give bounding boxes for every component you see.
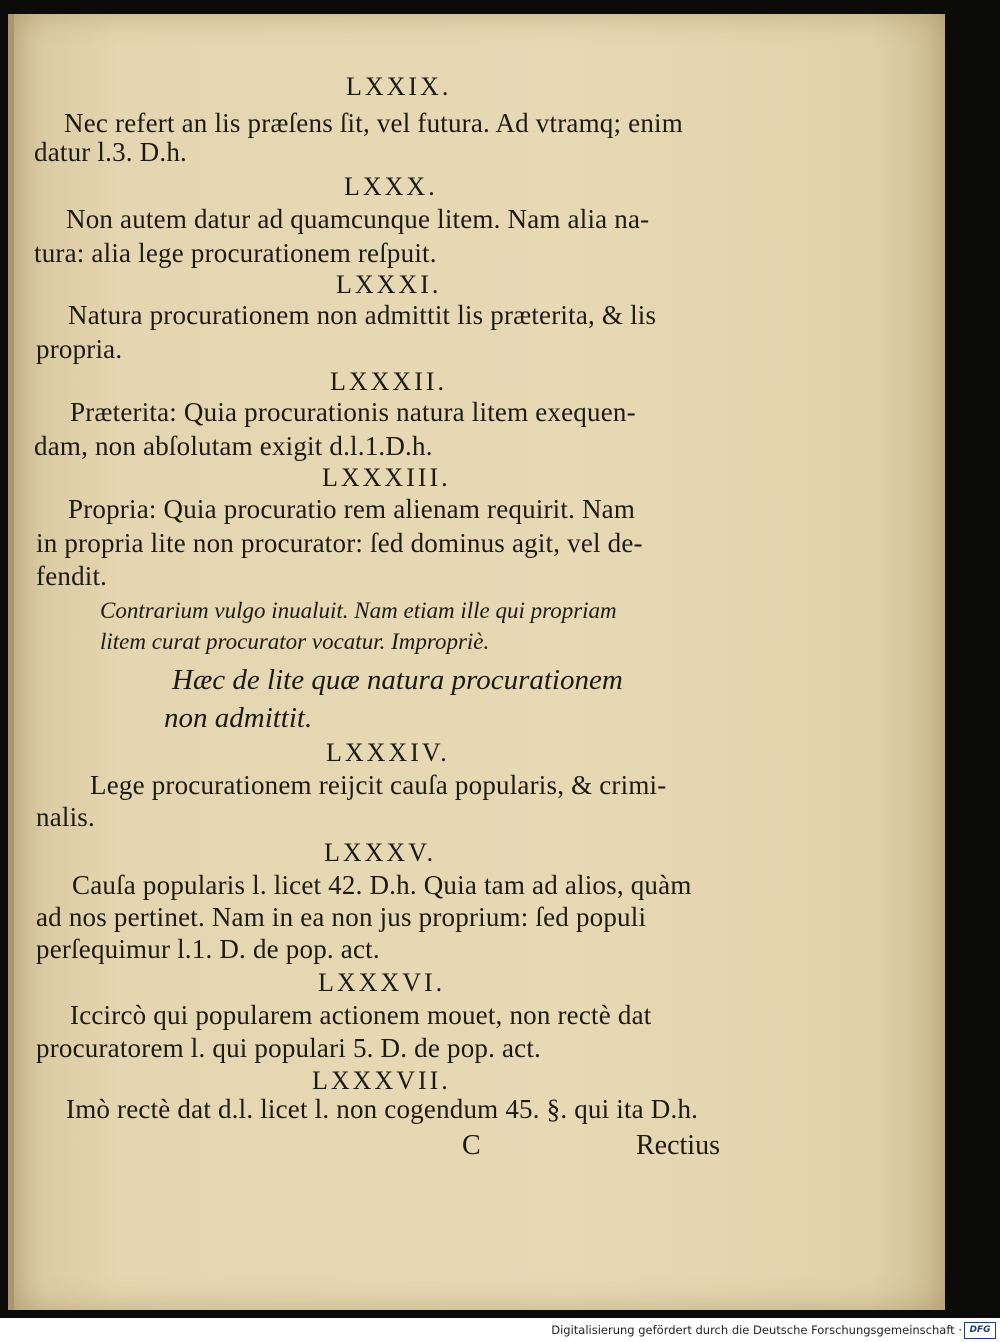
section-heading: LXXXIV.: [326, 738, 450, 767]
marginal-note: litem curat procurator vocatur. Impropriè.: [100, 629, 490, 654]
section-heading: LXXXII.: [330, 367, 448, 396]
text-line: Natura procurationem non admittit lis præterita, & lis: [68, 300, 657, 330]
summary-note: non admittit.: [164, 702, 313, 734]
text-line: in propria lite non procurator: ſed dominus agit, vel de-: [36, 528, 643, 558]
marginal-note: Contrarium vulgo inualuit. Nam etiam ille qui propriam: [100, 598, 617, 623]
text-line: Non autem datur ad quamcunque litem. Nam alia na-: [66, 204, 650, 234]
text-line: ad nos pertinet. Nam in ea non jus proprium: ſed populi: [36, 902, 647, 932]
funding-credit: Digitalisierung gefördert durch die Deutsche Forschungsgemeinschaft ·: [551, 1323, 962, 1337]
text-line: Iccircò qui popularem actionem mouet, non rectè dat: [70, 1000, 652, 1030]
text-line: Præterita: Quia procurationis natura litem exequen-: [70, 397, 636, 427]
text-line: Imò rectè dat d.l. licet l. non cogendum 45. §. qui ita D.h.: [66, 1094, 699, 1124]
text-line: Cauſa popularis l. licet 42. D.h. Quia tam ad alios, quàm: [72, 870, 692, 900]
text-line: dam, non abſolutam exigit d.l.1.D.h.: [34, 431, 433, 461]
section-heading: LXXIX.: [346, 72, 452, 101]
text-line: nalis.: [36, 802, 95, 832]
text-line: tura: alia lege procurationem reſpuit.: [34, 238, 437, 268]
section-heading: LXXXVII.: [312, 1066, 451, 1095]
summary-note: Hæc de lite quæ natura procurationem: [172, 664, 623, 696]
text-line: Nec refert an lis præſens ſit, vel futura. Ad vtramq; enim: [64, 108, 683, 138]
text-line: propria.: [36, 334, 123, 364]
text-line: Lege procurationem reijcit cauſa popularis, & crimi-: [90, 770, 667, 800]
section-heading: LXXX.: [344, 172, 438, 201]
text-line: Propria: Quia procuratio rem alienam requirit. Nam: [68, 494, 636, 524]
text-line: fendit.: [36, 561, 108, 591]
text-line: procuratorem l. qui populari 5. D. de pop. act.: [36, 1033, 542, 1063]
section-heading: LXXXI.: [336, 270, 442, 299]
text-line: datur l.3. D.h.: [34, 137, 187, 167]
dfg-logo-icon: DFG: [964, 1322, 996, 1339]
section-heading: LXXXV.: [324, 838, 437, 867]
catchword: Rectius: [636, 1130, 720, 1161]
signature-mark: C: [462, 1130, 481, 1161]
text-line: perſequimur l.1. D. de pop. act.: [36, 934, 380, 964]
section-heading: LXXXVI.: [318, 968, 446, 997]
section-heading: LXXXIII.: [322, 463, 451, 492]
